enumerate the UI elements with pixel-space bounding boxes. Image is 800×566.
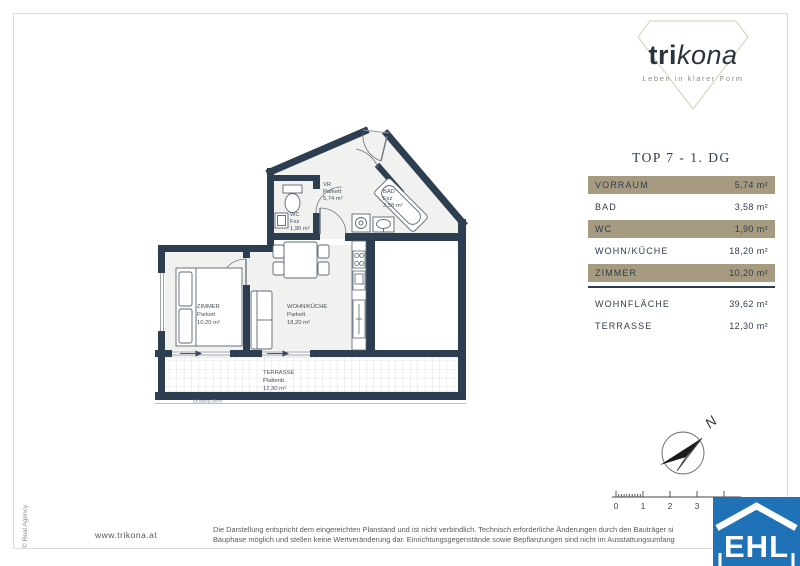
table-summary-row [588,317,775,335]
room-label-zimmer: ZIMMER [197,304,220,310]
row-label: WC [595,224,613,234]
parapet-annotation: Brüstung 90cm [193,398,222,404]
unit-title: TOP 7 - 1. DG [632,150,731,165]
toilet [283,185,302,193]
room-label-wohn: WOHN/KÜCHE [287,304,328,310]
terrace-grid [162,357,462,392]
room-area-bad: 3,58 m² [383,203,403,209]
scale-tick-2: 2 [667,501,673,511]
room-floor-vr: Parkett [323,189,342,195]
disclaimer-line-2: Bauphase möglich und stellen keine Wertveränderung dar. Einrichtungsgegenstände sowie Bepflanzungen sind nicht im Ausstattungsumfang [213,534,675,544]
row-label: TERRASSE [595,321,653,331]
disclaimer-text [213,525,773,544]
row-label: WOHNFLÄCHE [595,299,671,309]
row-value: 18,20 m² [729,246,768,256]
table-row [588,242,775,260]
table-row [588,198,775,216]
north-label: N [701,413,720,432]
row-label: ZIMMER [595,268,638,278]
brand-tagline: Leben in klarer Form [642,74,744,83]
row-value: 10,20 m² [729,268,768,278]
room-area-wc: 1,90 m² [290,226,310,232]
room-floor-wc: Fsz [290,219,300,225]
room-area-vr: 5,74 m² [323,196,343,202]
room-label-bad: BAD [383,189,395,195]
table-divider [588,286,775,288]
table-row [588,264,775,282]
disclaimer-line-1: Die Darstellung entspricht dem eingereichten Planstand und ist nicht verbindlich. Technisch erforderliche Änderungen durch den Bauträger si [213,525,674,534]
sofa [251,291,272,349]
table-row [588,220,775,238]
north-compass-icon [640,413,730,479]
brand-name-bold: tri [648,40,677,70]
ehl-logo [713,497,800,566]
room-label-vr: VR [323,182,332,188]
trikona-logo [608,12,778,120]
copyright-vertical-text: © Real Agency [22,504,29,548]
website-link[interactable]: www.trikona.at [95,530,158,540]
room-label-wc: WC [290,212,300,218]
ehl-roof-icon [717,506,796,528]
room-area-terrasse: 12,30 m² [263,386,286,392]
row-value: 3,58 m² [734,202,768,212]
scale-tick-0: 0 [613,501,619,511]
room-area-zimmer: 10,20 m² [197,320,220,326]
floor-plan [140,105,485,407]
ehl-label: EHL [724,529,789,564]
row-value: 12,30 m² [729,321,768,331]
room-area-wohn: 18,20 m² [287,320,310,326]
brand-name-light: kona [676,40,738,70]
room-floor-zimmer: Parkett [197,312,216,318]
scale-tick-1: 1 [640,501,646,511]
row-label: VORRAUM [595,180,649,190]
row-label: WOHN/KÜCHE [595,246,669,256]
row-value: 1,90 m² [734,224,768,234]
table-summary-row [588,295,775,313]
room-floor-wohn: Parkett [287,312,306,318]
scale-tick-3: 3 [694,501,700,511]
room-floor-bad: Fsz [383,196,393,202]
washing-machine [352,214,370,232]
row-value: 39,62 m² [729,299,768,309]
room-floor-terrasse: Plattenb. [263,378,286,384]
room-label-terrasse: TERRASSE [263,370,295,376]
kitchen [352,241,366,350]
row-label: BAD [595,202,617,212]
unit-area-table [588,150,775,339]
table-row [588,176,775,194]
brand-name [608,40,778,71]
row-value: 5,74 m² [734,180,768,190]
